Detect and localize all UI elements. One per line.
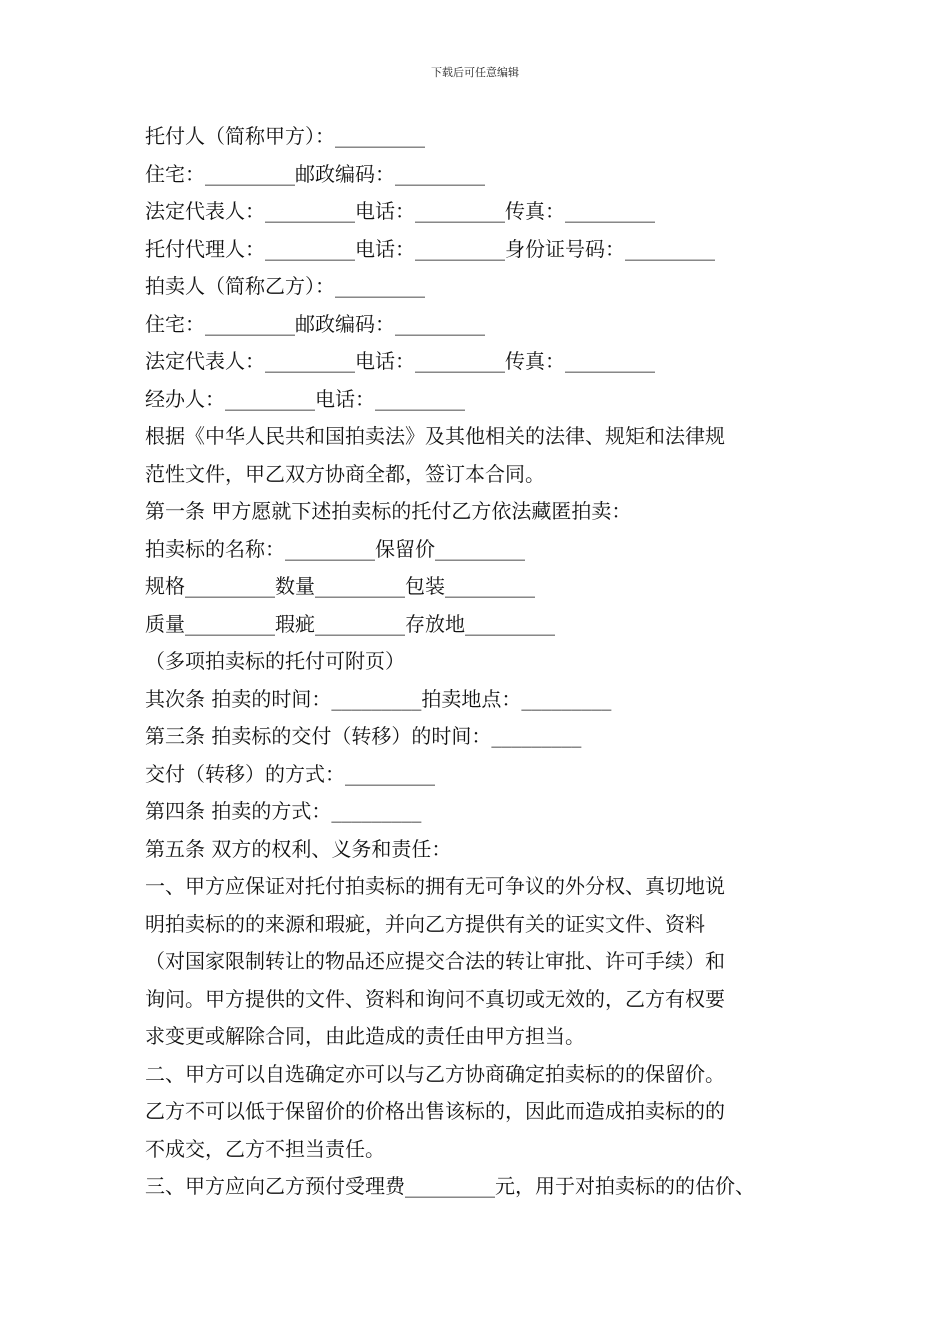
text-line: 法定代表人：_________电话：_________传真：_________	[145, 199, 655, 223]
text-line: 根据《中华人民共和国拍卖法》及其他相关的法律、规矩和法律规	[145, 424, 725, 448]
text-line: 第五条 双方的权利、义务和责任：	[145, 836, 452, 861]
text-line: 规格_________数量_________包装_________	[145, 574, 535, 598]
text-line: 求变更或解除合同，由此造成的责任由甲方担当。	[145, 1024, 585, 1048]
text-line: 范性文件，甲乙双方协商全都，签订本合同。	[145, 461, 545, 486]
text-line: 住宅：_________邮政编码：_________	[145, 161, 485, 186]
text-line: 拍卖标的名称：_________保留价_________	[145, 536, 525, 561]
text-line: 拍卖人（简称乙方）：_________	[145, 274, 425, 298]
text-line: 托付代理人：_________电话：_________身份证号码：_________	[145, 236, 715, 261]
text-line: 住宅：_________邮政编码：_________	[145, 311, 485, 336]
text-line: 法定代表人：_________电话：_________传真：_________	[145, 349, 655, 373]
text-line: （多项拍卖标的托付可附页）	[145, 649, 405, 673]
text-line: （对国家限制转让的物品还应提交合法的转让审批、许可手续）和	[145, 949, 725, 973]
text-line: 明拍卖标的的来源和瑕疵，并向乙方提供有关的证实文件、资料	[145, 911, 705, 936]
text-line: 不成交，乙方不担当责任。	[145, 1136, 385, 1161]
page-header-note: 下载后可任意编辑	[431, 66, 519, 79]
text-line: 第三条 拍卖标的交付（转移）的时间：_________	[145, 724, 582, 748]
text-line: 一、甲方应保证对托付拍卖标的拥有无可争议的外分权、真切地说	[145, 874, 725, 898]
text-line: 其次条 拍卖的时间：_________拍卖地点：_________	[145, 686, 612, 711]
text-line: 经办人：_________电话：_________	[145, 386, 465, 411]
text-line: 质量_________瑕疵_________存放地_________	[145, 611, 555, 636]
text-line: 二、甲方可以自选确定亦可以与乙方协商确定拍卖标的的保留价。	[145, 1061, 725, 1086]
text-line: 询问。甲方提供的文件、资料和询问不真切或无效的，乙方有权要	[145, 986, 725, 1011]
text-line: 乙方不可以低于保留价的价格出售该标的，因此而造成拍卖标的的	[145, 1099, 725, 1123]
text-line: 第一条 甲方愿就下述拍卖标的托付乙方依法藏匿拍卖：	[145, 499, 632, 523]
contract-body	[145, 118, 835, 1206]
text-line: 三、甲方应向乙方预付受理费_________元，用于对拍卖标的的估价、	[145, 1174, 755, 1198]
text-line: 第四条 拍卖的方式：_________	[145, 799, 422, 823]
text-line: 托付人（简称甲方）：_________	[145, 124, 425, 148]
text-line: 交付（转移）的方式：_________	[145, 761, 435, 786]
